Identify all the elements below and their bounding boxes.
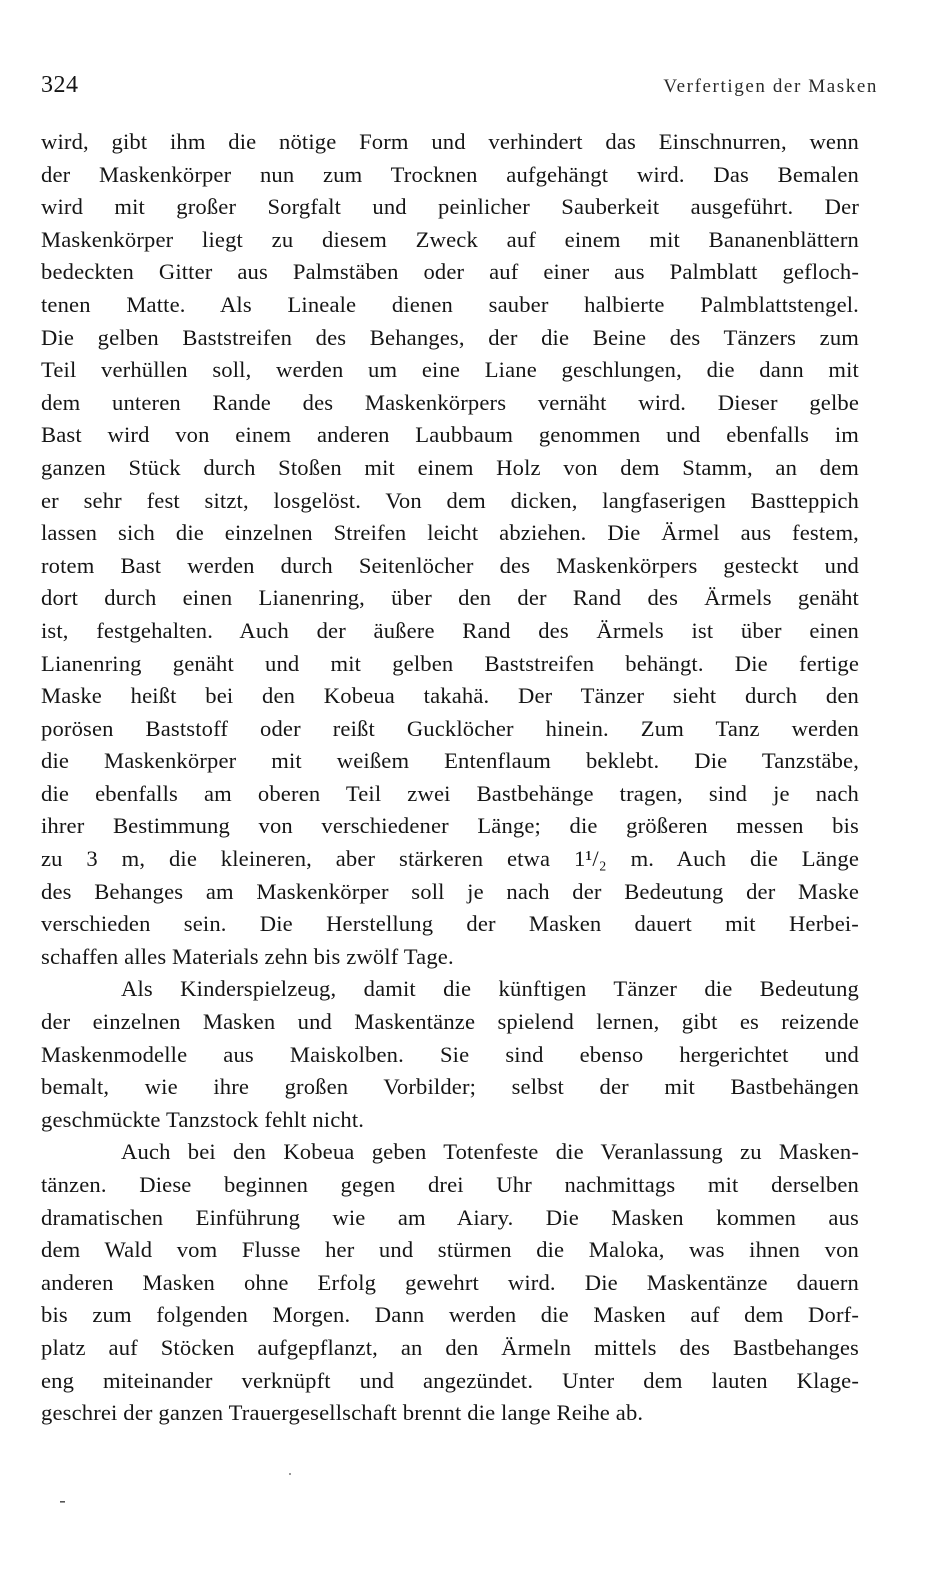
text-line: anderen Masken ohne Erfolg gewehrt wird. Die Maskentänze dauern bbox=[41, 1269, 859, 1295]
page-number: 324 bbox=[41, 72, 79, 98]
text-line: des Behanges am Maskenkörper soll je nach der Bedeutung der Maske bbox=[41, 878, 859, 904]
text-line: Maskenmodelle aus Maiskolben. Sie sind ebenso hergerichtet und bbox=[41, 1041, 859, 1067]
text-line: der einzelnen Masken und Maskentänze spielend lernen, gibt es reizende bbox=[41, 1009, 859, 1035]
text-line: Auch bei den Kobeua geben Totenfeste die Veranlassung zu Masken- bbox=[121, 1139, 859, 1165]
text-line: bedeckten Gitter aus Palmstäben oder auf einer aus Palmblatt gefloch- bbox=[41, 259, 859, 285]
text-line: ist, festgehalten. Auch der äußere Rand des Ärmels ist über einen bbox=[41, 617, 859, 643]
paragraph bbox=[41, 126, 859, 973]
text-line: dramatischen Einführung wie am Aiary. Die Masken kommen aus bbox=[41, 1204, 859, 1230]
text-line: Als Kinderspielzeug, damit die künftigen Tänzer die Bedeutung bbox=[121, 976, 859, 1002]
text-line: die ebenfalls am oberen Teil zwei Bastbehänge tragen, sind je nach bbox=[41, 780, 859, 806]
body-text bbox=[41, 126, 859, 1430]
text-line: dem Wald vom Flusse her und stürmen die Maloka, was ihnen von bbox=[41, 1237, 859, 1263]
text-line: ganzen Stück durch Stoßen mit einem Holz von dem Stamm, an dem bbox=[41, 454, 859, 480]
text-line: geschrei der ganzen Trauergesellschaft brennt die lange Reihe ab. bbox=[41, 1400, 644, 1426]
text-line: rotem Bast werden durch Seitenlöcher des Maskenkörpers gesteckt und bbox=[41, 552, 859, 578]
running-head bbox=[41, 72, 878, 106]
paragraph bbox=[41, 973, 859, 1136]
text-line: dort durch einen Lianenring, über den der Rand des Ärmels genäht bbox=[41, 585, 859, 611]
paragraph bbox=[41, 1136, 859, 1429]
text-line: geschmückte Tanzstock fehlt nicht. bbox=[41, 1106, 365, 1132]
text-line: Lianenring genäht und mit gelben Baststreifen behängt. Die fertige bbox=[41, 650, 859, 676]
text-line: tänzen. Diese beginnen gegen drei Uhr nachmittags mit derselben bbox=[41, 1172, 859, 1197]
text-line: lassen sich die einzelnen Streifen leicht abziehen. Die Ärmel aus festem, bbox=[41, 520, 859, 546]
text-line: Teil verhüllen soll, werden um eine Liane geschlungen, die dann mit bbox=[41, 357, 859, 383]
text-line: verschieden sein. Die Herstellung der Masken dauert mit Herbei- bbox=[41, 911, 859, 937]
text-line: Die gelben Baststreifen des Behanges, der die Beine des Tänzers zum bbox=[41, 324, 859, 350]
text-line: dem unteren Rande des Maskenkörpers vernäht wird. Dieser gelbe bbox=[41, 389, 859, 415]
text-line: eng miteinander verknüpft und angezündet. Unter dem lauten Klage- bbox=[41, 1367, 859, 1393]
text-line: der Maskenkörper nun zum Trocknen aufgehängt wird. Das Bemalen bbox=[41, 161, 859, 187]
text-line: Bast wird von einem anderen Laubbaum genommen und ebenfalls im bbox=[41, 422, 859, 448]
text-line: die Maskenkörper mit weißem Entenflaum beklebt. Die Tanzstäbe, bbox=[41, 748, 859, 774]
text-line: Maskenkörper liegt zu diesem Zweck auf einem mit Bananenblättern bbox=[41, 226, 859, 252]
text-line: Maske heißt bei den Kobeua takahä. Der Tänzer sieht durch den bbox=[41, 683, 859, 709]
text-line: zu 3 m, die kleineren, aber stärkeren etwa 1¹/₂ m. Auch die Länge bbox=[41, 846, 859, 872]
text-line: er sehr fest sitzt, losgelöst. Von dem dicken, langfaserigen Bastteppich bbox=[41, 487, 859, 513]
speck bbox=[60, 1501, 65, 1503]
speck bbox=[289, 1473, 291, 1475]
running-title: Verfertigen der Masken bbox=[663, 76, 878, 97]
text-line: porösen Baststoff oder reißt Gucklöcher hinein. Zum Tanz werden bbox=[41, 715, 859, 741]
text-line: ihrer Bestimmung von verschiedener Länge; die größeren messen bis bbox=[41, 813, 859, 839]
text-line: tenen Matte. Als Lineale dienen sauber halbierte Palmblattstengel. bbox=[41, 291, 859, 317]
text-line: wird mit großer Sorgfalt und peinlicher Sauberkeit ausgeführt. Der bbox=[41, 194, 859, 220]
text-line: bis zum folgenden Morgen. Dann werden die Masken auf dem Dorf- bbox=[41, 1302, 859, 1328]
text-line: bemalt, wie ihre großen Vorbilder; selbst der mit Bastbehängen bbox=[41, 1074, 859, 1100]
text-line: schaffen alles Materials zehn bis zwölf Tage. bbox=[41, 943, 454, 969]
text-line: platz auf Stöcken aufgepflanzt, an den Ärmeln mittels des Bastbehanges bbox=[41, 1334, 859, 1360]
text-line: wird, gibt ihm die nötige Form und verhindert das Einschnurren, wenn bbox=[41, 129, 859, 154]
